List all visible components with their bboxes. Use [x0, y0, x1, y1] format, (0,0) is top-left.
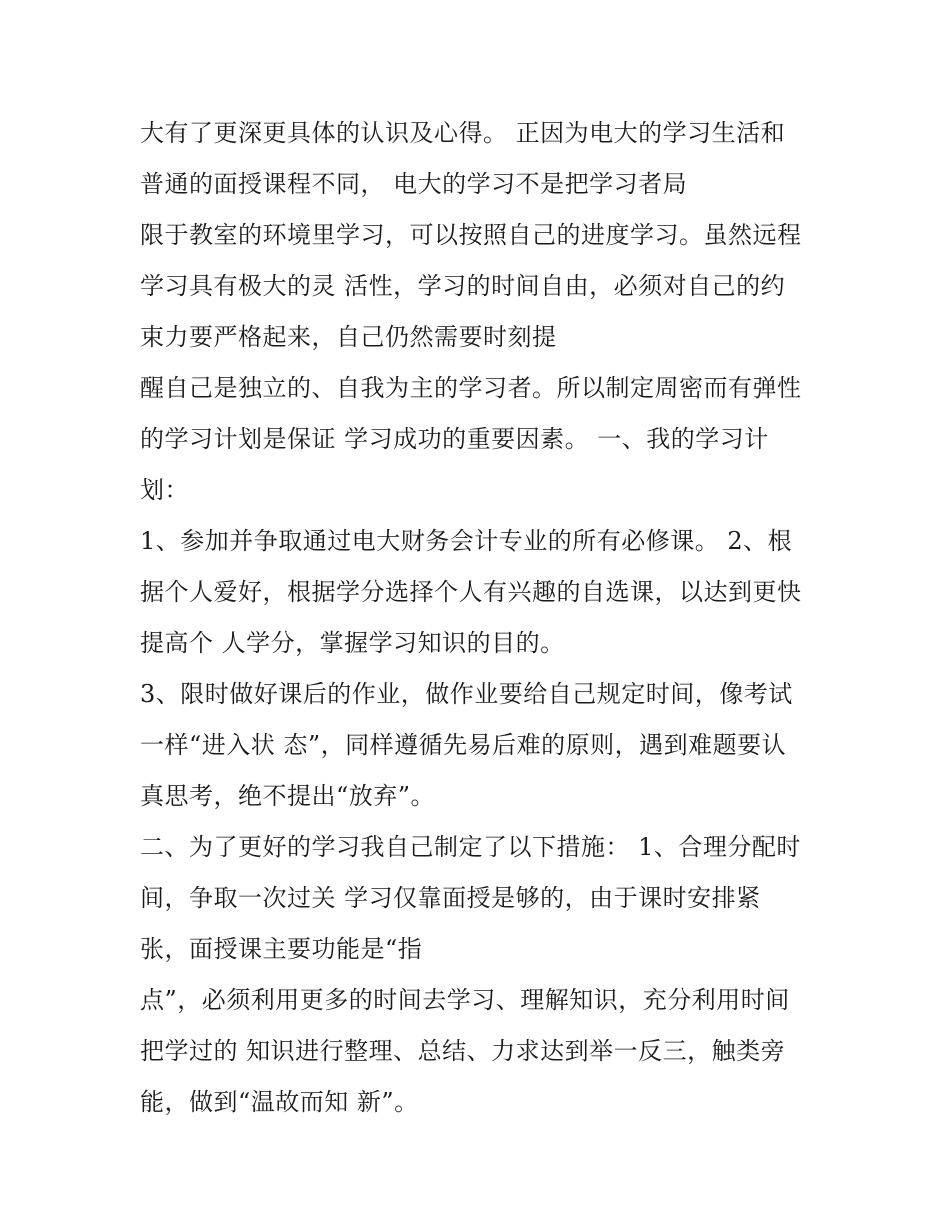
- text-line: 束力要严格起来，自己仍然需要时刻提: [140, 323, 557, 351]
- text-line: 划：: [140, 476, 189, 504]
- body-text: [140, 108, 830, 1128]
- text-line: 张，面授课主要功能是“指: [140, 935, 423, 963]
- text-line: 3、限时做好课后的作业，做作业要给自己规定时间，像考试: [140, 680, 793, 708]
- text-line: 据个人爱好，根据学分选择个人有兴趣的自选课，以达到更快: [140, 578, 802, 606]
- text-line: 限于教室的环境里学习，可以按照自己的进度学习。虽然远程: [140, 221, 802, 249]
- text-line: 学习具有极大的灵 活性，学习的时间自由，必须对自己的约: [140, 272, 786, 300]
- text-line: 真思考，绝不提出“放弃”。: [140, 782, 436, 810]
- text-line: 提高个 人学分，掌握学习知识的目的。: [140, 629, 565, 657]
- text-line: 把学过的 知识进行整理、总结、力求达到举一反三，触类旁: [140, 1037, 786, 1065]
- text-line: 大有了更深更具体的认识及心得。 正因为电大的学习生活和: [140, 119, 786, 147]
- text-line: 醒自己是独立的、自我为主的学习者。所以制定周密而有弹性: [140, 374, 802, 402]
- text-line: 间，争取一次过关 学习仅靠面授是够的，由于课时安排紧: [140, 884, 761, 912]
- text-line: 的学习计划是保证 学习成功的重要因素。 一、我的学习计: [140, 425, 769, 453]
- text-line: 1、参加并争取通过电大财务会计专业的所有必修课。 2、根: [140, 527, 793, 555]
- text-line: 一样“进入状 态”，同样遵循先易后难的原则，遇到难题要认: [140, 731, 787, 759]
- text-line: 能，做到“温故而知 新”。: [140, 1088, 419, 1116]
- text-line: 二、为了更好的学习我自己制定了以下措施： 1、合理分配时: [140, 833, 801, 861]
- text-line: 普通的面授课程不同， 电大的学习不是把学习者局: [140, 170, 688, 198]
- text-line: 点”，必须利用更多的时间去学习、理解知识，充分利用时间: [140, 986, 790, 1014]
